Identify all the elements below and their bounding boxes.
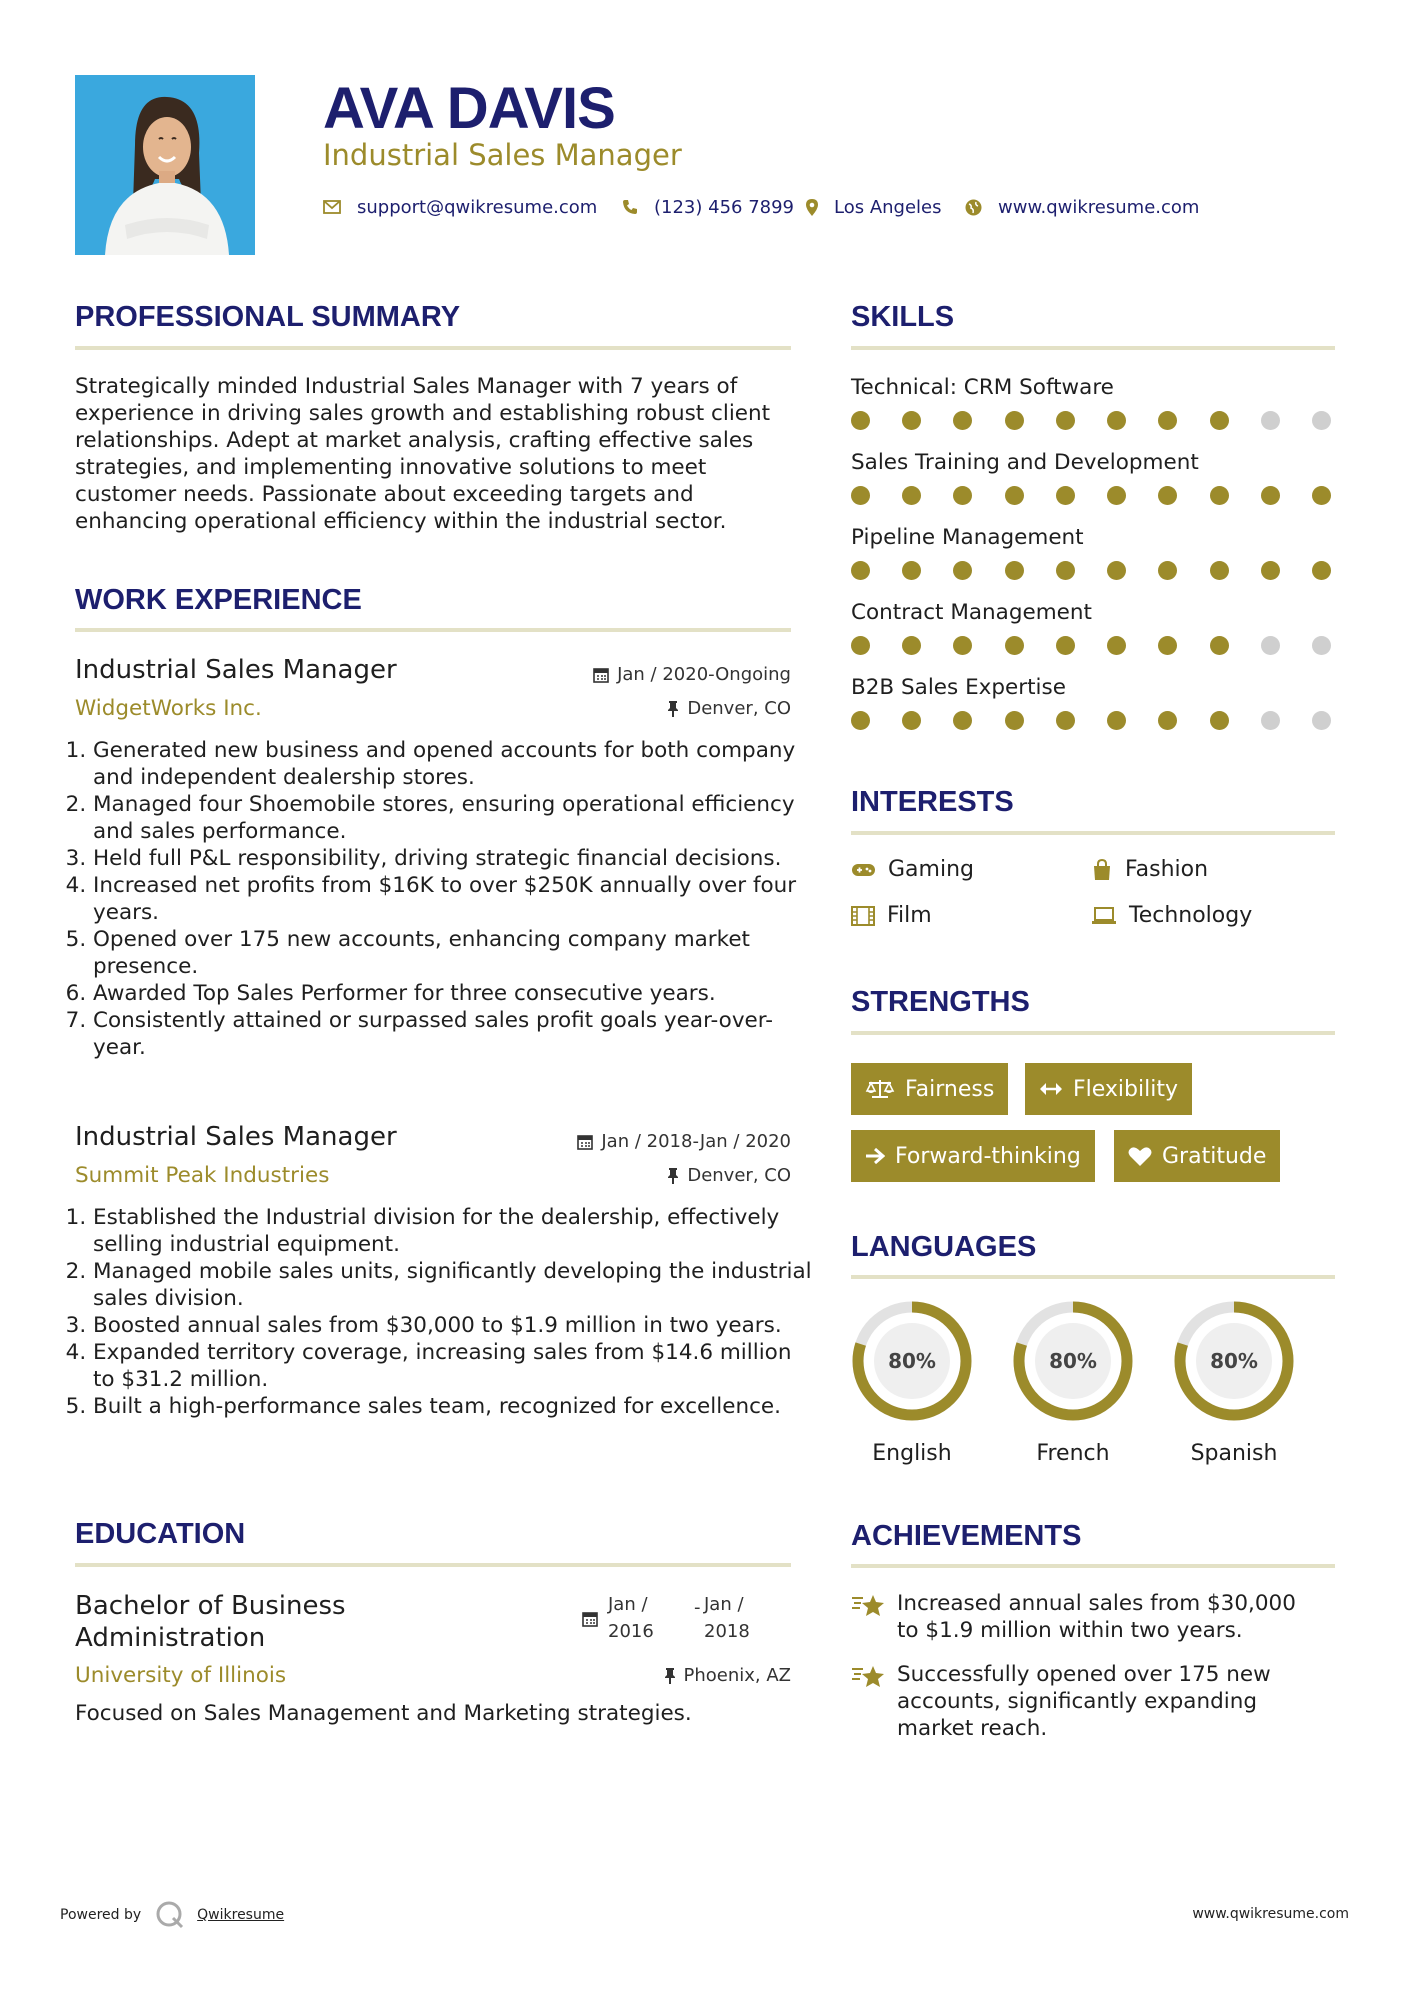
rating-dot-filled — [1107, 561, 1126, 580]
strength-label: Gratitude — [1162, 1143, 1267, 1169]
strength-tag — [851, 1130, 1095, 1182]
education-end: Jan / 2018 — [704, 1594, 750, 1642]
summary-divider — [75, 346, 791, 350]
skills-divider — [851, 346, 1335, 350]
calendar-icon — [593, 667, 609, 683]
rating-dot-filled — [953, 561, 972, 580]
strength-tag — [851, 1063, 1008, 1115]
strength-tag — [1114, 1130, 1280, 1182]
calendar-icon — [577, 1134, 593, 1150]
rating-dot-filled — [1107, 711, 1126, 730]
rating-dot-filled — [953, 711, 972, 730]
list-item: 4. Increased net profits from $16K to over $250K annually over four years. — [93, 872, 803, 926]
rating-dot-filled — [1158, 411, 1177, 430]
language-item — [1012, 1300, 1134, 1468]
job-dates-text: Jan / 2020-Ongoing — [617, 664, 791, 685]
list-item: 5. Opened over 175 new accounts, enhancing company market presence. — [93, 926, 803, 980]
rating-dot-filled — [1005, 561, 1024, 580]
rating-dot-filled — [1261, 561, 1280, 580]
skill-name: B2B Sales Expertise — [851, 675, 1066, 700]
rating-dot-filled — [953, 411, 972, 430]
skill-rating — [851, 561, 1331, 581]
job-location — [667, 697, 791, 721]
language-percent: 80% — [888, 1349, 936, 1373]
email-text: support@qwikresume.com — [357, 196, 598, 218]
rating-dot-empty — [1261, 711, 1280, 730]
skill-name: Pipeline Management — [851, 525, 1084, 550]
education-start: Jan / 2016 — [608, 1594, 654, 1642]
list-item: 1. Established the Industrial division for the dealership, effectively selling industrial equipment. — [93, 1204, 813, 1258]
achievement-text: Increased annual sales from $30,000 to $1.9 million within two years. — [897, 1591, 1296, 1643]
candidate-name: AVA DAVIS — [323, 76, 615, 141]
globe-icon — [965, 199, 982, 216]
rating-dot-filled — [1210, 486, 1229, 505]
rating-dot-filled — [1312, 561, 1331, 580]
language-item — [851, 1300, 973, 1468]
school-name: University of Illinois — [75, 1663, 287, 1688]
skill-row — [851, 674, 1337, 749]
skill-row — [851, 524, 1337, 599]
skill-name: Technical: CRM Software — [851, 375, 1114, 400]
job-bullets — [75, 1204, 813, 1420]
rating-dot-filled — [1056, 486, 1075, 505]
language-name: French — [1036, 1441, 1110, 1466]
interest-label: Gaming — [888, 857, 974, 882]
footer-url[interactable]: www.qwikresume.com — [1192, 1906, 1349, 1922]
strength-label: Flexibility — [1073, 1076, 1178, 1102]
rating-dot-filled — [851, 561, 870, 580]
rating-dot-filled — [1107, 411, 1126, 430]
achievement-text: Successfully opened over 175 new accounts, significantly expanding market reach. — [897, 1662, 1271, 1741]
rating-dot-filled — [902, 486, 921, 505]
shooting-star-icon — [851, 1592, 885, 1618]
rating-dot-filled — [1210, 411, 1229, 430]
strength-label: Forward-thinking — [895, 1143, 1081, 1169]
pushpin-icon — [667, 1168, 679, 1184]
interest-fashion — [1091, 856, 1208, 884]
language-name: English — [872, 1441, 952, 1466]
rating-dot-filled — [1210, 711, 1229, 730]
company-name: Summit Peak Industries — [75, 1163, 330, 1188]
language-progress-ring — [851, 1300, 973, 1422]
arrow-right-icon — [865, 1147, 885, 1165]
summary-heading: PROFESSIONAL SUMMARY — [75, 301, 461, 333]
skills-list — [851, 374, 1337, 749]
rating-dot-filled — [902, 711, 921, 730]
skill-rating — [851, 636, 1331, 656]
strengths-heading: STRENGTHS — [851, 986, 1030, 1018]
interest-film — [851, 902, 932, 930]
skill-name: Sales Training and Development — [851, 450, 1199, 475]
job-title: Industrial Sales Manager — [75, 1122, 397, 1152]
education-divider — [75, 1563, 791, 1567]
rating-dot-filled — [953, 636, 972, 655]
skill-row — [851, 599, 1337, 674]
skill-rating — [851, 486, 1331, 506]
achievement-item — [851, 1661, 1321, 1742]
rating-dot-filled — [851, 486, 870, 505]
rating-dot-empty — [1312, 411, 1331, 430]
education-location-text: Phoenix, AZ — [683, 1665, 791, 1686]
candidate-title: Industrial Sales Manager — [323, 138, 682, 172]
list-item: 2. Managed four Shoemobile stores, ensuring operational efficiency and sales performance. — [93, 791, 803, 845]
experience-divider — [75, 628, 791, 632]
rating-dot-filled — [1056, 561, 1075, 580]
rating-dot-filled — [1158, 711, 1177, 730]
rating-dot-filled — [902, 561, 921, 580]
list-item: 3. Held full P&L responsibility, driving strategic financial decisions. — [93, 845, 803, 872]
laptop-icon — [1091, 907, 1117, 925]
powered-by-text: Powered by — [60, 1907, 142, 1923]
company-name: WidgetWorks Inc. — [75, 696, 262, 721]
gamepad-icon — [851, 862, 876, 878]
rating-dot-filled — [953, 486, 972, 505]
contact-phone[interactable] — [622, 194, 794, 220]
rating-dot-filled — [1056, 711, 1075, 730]
qwikresume-logo-icon — [155, 1900, 185, 1930]
interest-gaming — [851, 856, 974, 884]
language-progress-ring — [1173, 1300, 1295, 1422]
website-text: www.qwikresume.com — [998, 196, 1200, 218]
skill-rating — [851, 711, 1331, 731]
pushpin-icon — [667, 701, 679, 717]
strength-tag — [1025, 1063, 1192, 1115]
interests-heading: INTERESTS — [851, 786, 1014, 818]
rating-dot-filled — [1107, 486, 1126, 505]
contact-location — [806, 194, 942, 220]
language-name: Spanish — [1190, 1441, 1278, 1466]
rating-dot-filled — [1158, 636, 1177, 655]
contact-website[interactable] — [965, 194, 1199, 220]
rating-dot-filled — [902, 636, 921, 655]
rating-dot-filled — [1056, 636, 1075, 655]
brand-link[interactable]: Qwikresume — [197, 1907, 285, 1923]
skills-heading: SKILLS — [851, 301, 955, 333]
rating-dot-filled — [1056, 411, 1075, 430]
rating-dot-filled — [902, 411, 921, 430]
rating-dot-filled — [1005, 636, 1024, 655]
experience-heading: WORK EXPERIENCE — [75, 584, 362, 616]
location-text: Los Angeles — [834, 196, 942, 218]
education-description: Focused on Sales Management and Marketing strategies. — [75, 1701, 692, 1726]
list-item: 5. Built a high-performance sales team, recognized for excellence. — [93, 1393, 813, 1420]
skill-row — [851, 449, 1337, 524]
skill-rating — [851, 411, 1331, 431]
job-dates — [593, 663, 791, 687]
language-progress-ring — [1012, 1300, 1134, 1422]
calendar-icon — [582, 1611, 598, 1631]
profile-photo — [75, 75, 255, 255]
rating-dot-filled — [1158, 561, 1177, 580]
phone-text: (123) 456 7899 — [654, 196, 795, 218]
rating-dot-filled — [1261, 486, 1280, 505]
rating-dot-filled — [1005, 711, 1024, 730]
skill-row — [851, 374, 1337, 449]
strengths-divider — [851, 1031, 1335, 1035]
interest-label: Fashion — [1125, 857, 1209, 882]
list-item: 7. Consistently attained or surpassed sales profit goals year-over-year. — [93, 1007, 803, 1061]
footer-powered-by — [60, 1900, 284, 1930]
rating-dot-empty — [1261, 411, 1280, 430]
rating-dot-filled — [1312, 486, 1331, 505]
job-location-text: Denver, CO — [687, 698, 791, 719]
contact-email[interactable] — [323, 194, 597, 220]
language-item — [1173, 1300, 1295, 1468]
balance-scale-icon — [865, 1078, 895, 1100]
list-item: 2. Managed mobile sales units, significantly developing the industrial sales division. — [93, 1258, 813, 1312]
rating-dot-empty — [1261, 636, 1280, 655]
envelope-icon — [323, 200, 341, 214]
skill-name: Contract Management — [851, 600, 1092, 625]
shooting-star-icon — [851, 1663, 885, 1689]
rating-dot-filled — [1210, 561, 1229, 580]
job-dates — [577, 1130, 791, 1154]
job-title: Industrial Sales Manager — [75, 655, 397, 685]
job-location-text: Denver, CO — [687, 1165, 791, 1186]
job-dates-text: Jan / 2018-Jan / 2020 — [601, 1131, 791, 1152]
arrows-horizontal-icon — [1039, 1082, 1063, 1096]
interest-technology — [1091, 902, 1252, 930]
rating-dot-empty — [1312, 711, 1331, 730]
education-heading: EDUCATION — [75, 1518, 246, 1550]
rating-dot-filled — [1158, 486, 1177, 505]
pushpin-icon — [664, 1668, 676, 1684]
list-item: 4. Expanded territory coverage, increasing sales from $14.6 million to $31.2 million. — [93, 1339, 813, 1393]
languages-divider — [851, 1275, 1335, 1279]
rating-dot-filled — [1005, 486, 1024, 505]
job-bullets — [75, 737, 803, 1061]
interest-label: Film — [887, 903, 932, 928]
strength-label: Fairness — [905, 1076, 995, 1102]
interests-divider — [851, 831, 1335, 835]
education-location — [664, 1664, 792, 1688]
language-percent: 80% — [1210, 1349, 1258, 1373]
rating-dot-filled — [1210, 636, 1229, 655]
list-item: 6. Awarded Top Sales Performer for three consecutive years. — [93, 980, 803, 1007]
language-percent: 80% — [1049, 1349, 1097, 1373]
achievements-divider — [851, 1564, 1335, 1568]
rating-dot-filled — [851, 711, 870, 730]
achievements-heading: ACHIEVEMENTS — [851, 1520, 1082, 1552]
shopping-bag-icon — [1091, 859, 1113, 881]
job-location — [667, 1164, 791, 1188]
heart-icon — [1128, 1146, 1152, 1167]
rating-dot-filled — [1005, 411, 1024, 430]
languages-heading: LANGUAGES — [851, 1231, 1037, 1263]
film-icon — [851, 906, 875, 926]
rating-dot-filled — [851, 411, 870, 430]
degree-name: Bachelor of Business Administration — [75, 1591, 346, 1653]
list-item: 3. Boosted annual sales from $30,000 to $1.9 million in two years. — [93, 1312, 813, 1339]
summary-text: Strategically minded Industrial Sales Manager with 7 years of experience in driving sales growth and establishing robust client relationships. Adept at market analysis, crafting effective sales strategies, and implementing innovative solutions to meet customer needs. Passionate about exceeding targets and enhancing operational efficiency within the industrial sector. — [75, 374, 771, 534]
map-marker-icon — [806, 199, 818, 216]
interest-label: Technology — [1129, 903, 1253, 928]
phone-icon — [622, 199, 638, 215]
rating-dot-filled — [1107, 636, 1126, 655]
list-item: 1. Generated new business and opened accounts for both company and independent dealership stores. — [93, 737, 803, 791]
education-date-separator: - — [694, 1597, 701, 1618]
rating-dot-filled — [851, 636, 870, 655]
achievement-item — [851, 1590, 1321, 1644]
rating-dot-empty — [1312, 636, 1331, 655]
